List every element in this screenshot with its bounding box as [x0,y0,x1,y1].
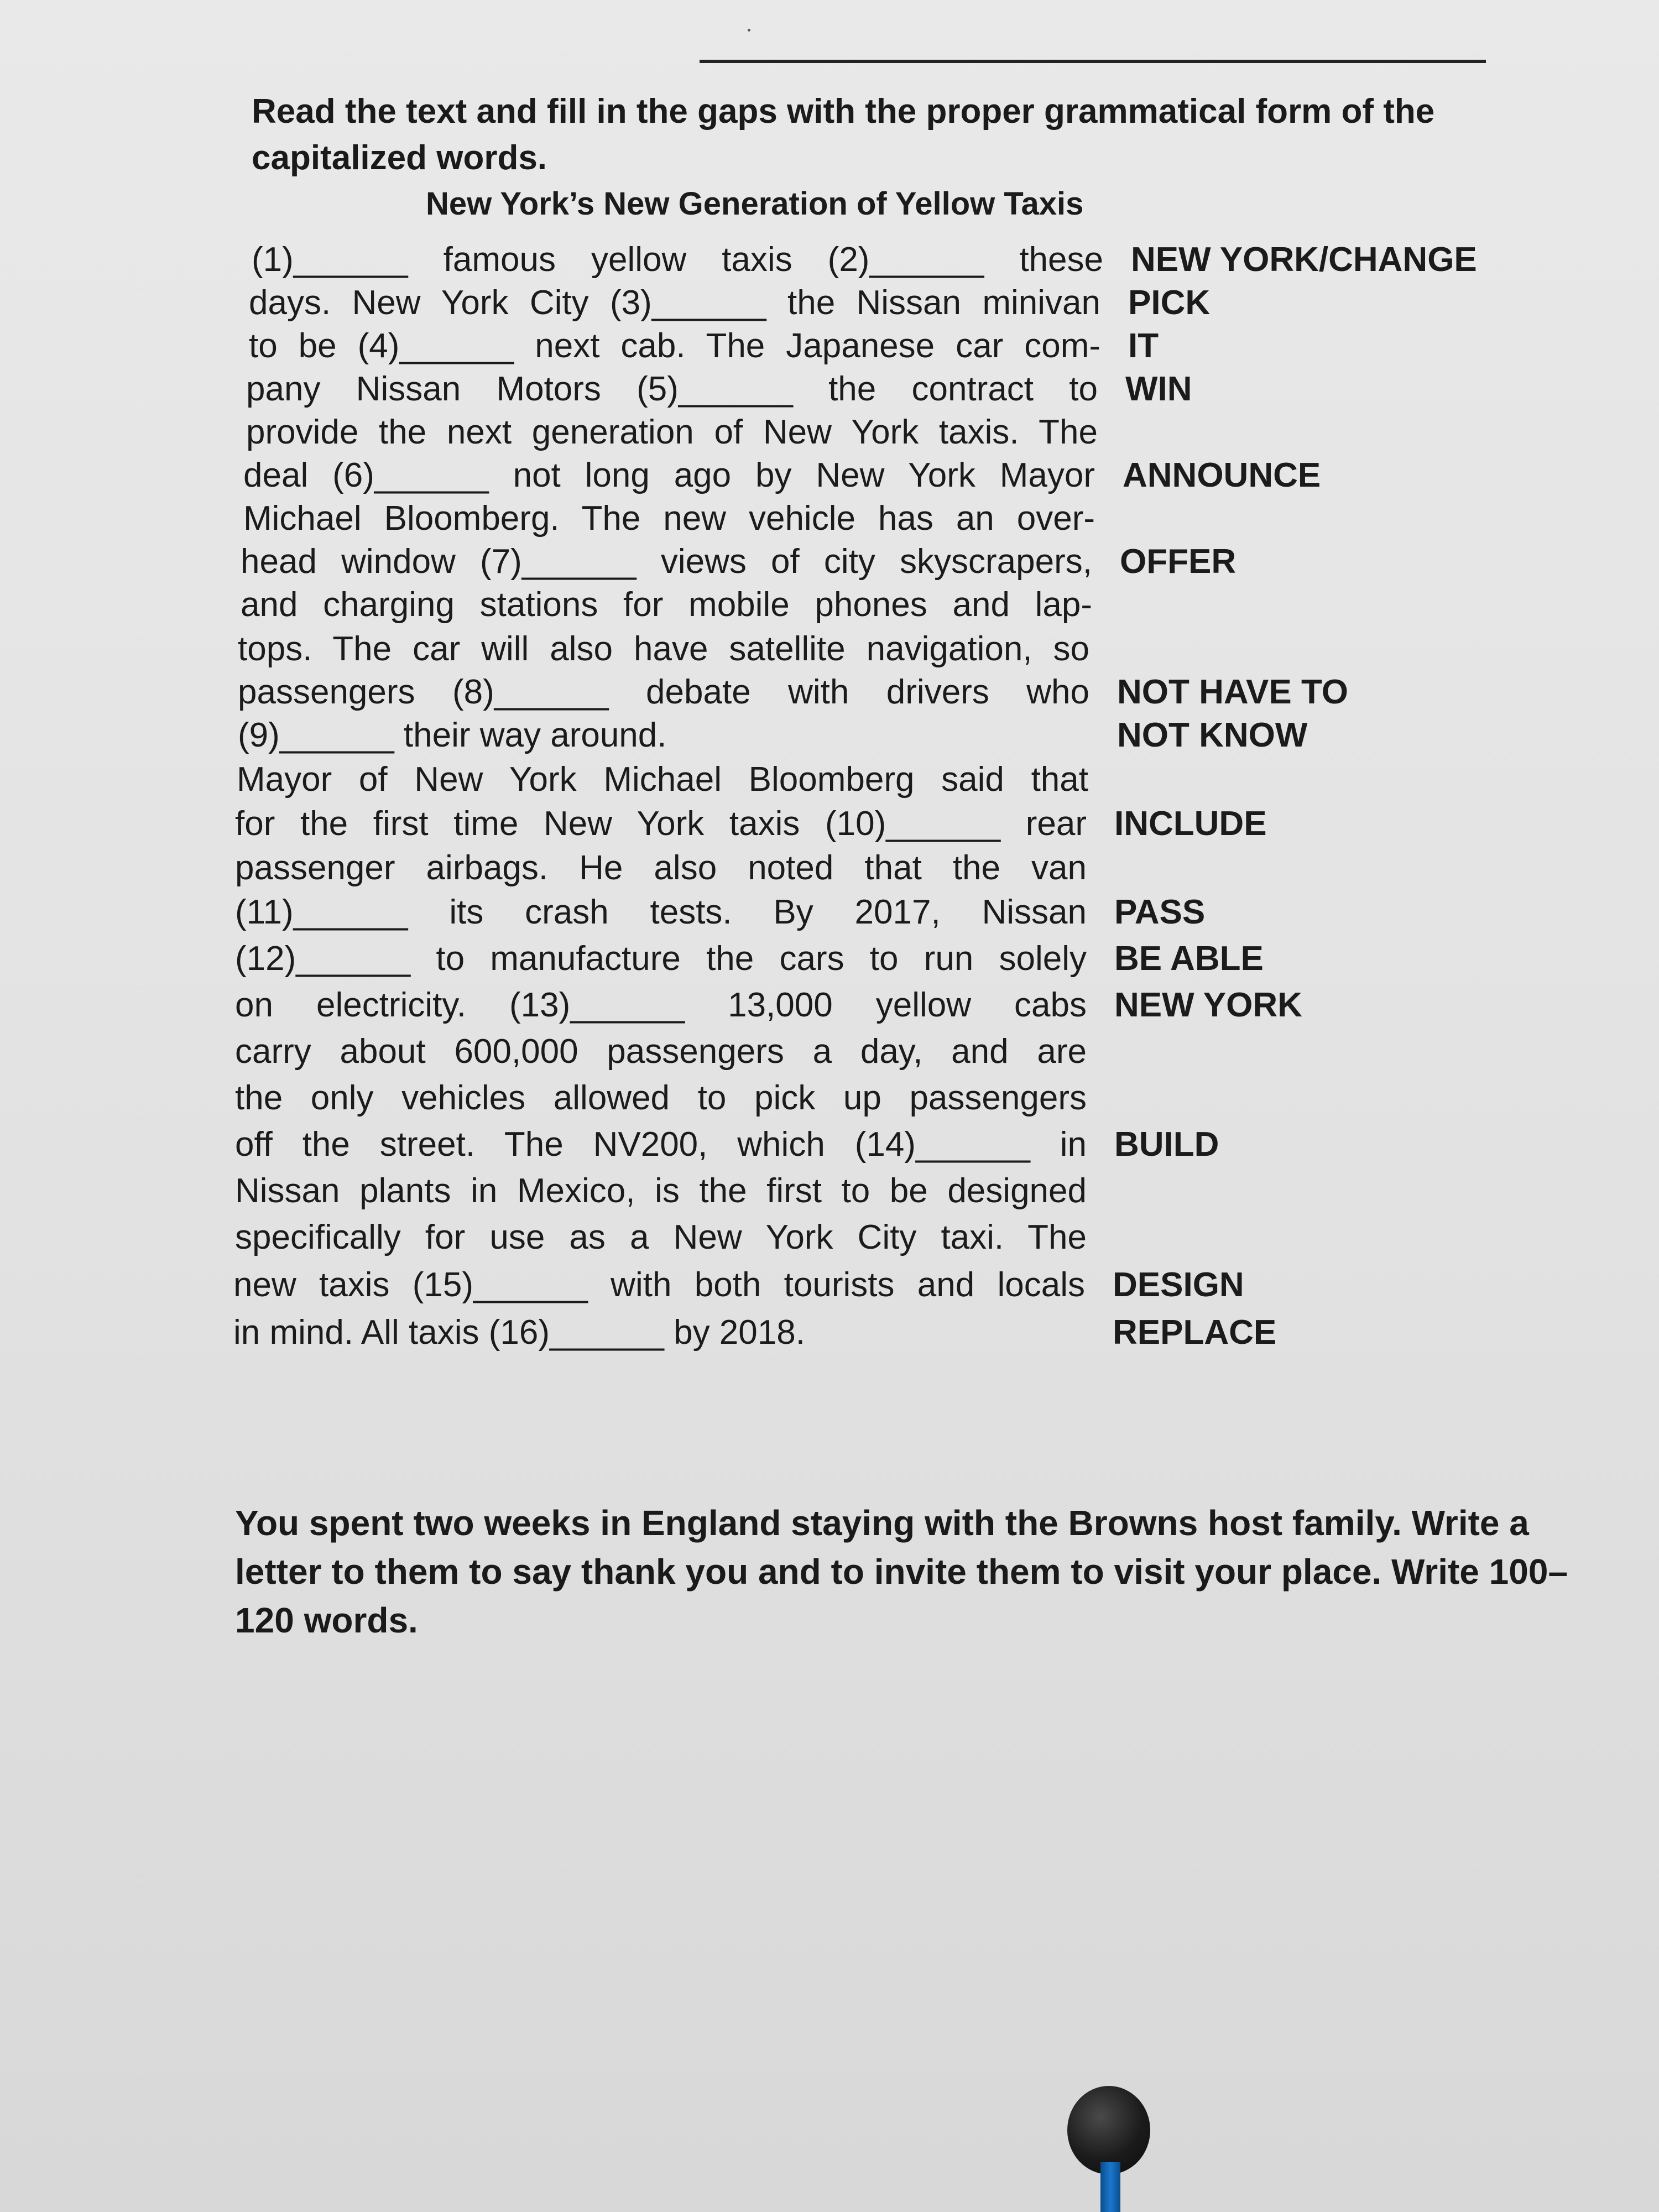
text-line [235,802,1267,846]
line-text: head window (7)______ views of city skyscrapers, [241,542,1092,581]
line-text: for the first time New York taxis (10)______ rear [235,805,1087,843]
text-line [233,1263,1244,1307]
text-line [241,540,1237,584]
text-line [246,367,1192,411]
line-text: (11)______ its crash tests. By 2017, Nissan [235,893,1087,931]
line-text: new taxis (15)______ with both tourists and locals [233,1266,1085,1304]
capitalized-keyword: DESIGN [1113,1266,1244,1304]
text-title: New York’s New Generation of Yellow Taxis [426,186,1084,222]
text-line [233,1311,1277,1355]
line-text: passengers (8)______ debate with drivers who [238,673,1089,711]
line-text: passenger airbags. He also noted that the van [235,849,1087,887]
text-line [238,627,1089,671]
line-text: on electricity. (13)______ 13,000 yellow cabs [235,986,1087,1024]
writing-task: You spent two weeks in England staying with the Browns host family. Write a letter to them to say thank you and to invite them to visit your place. Write 100–120 words. [235,1503,1568,1640]
capitalized-keyword: BUILD [1114,1125,1219,1164]
capitalized-keyword: NEW YORK [1114,986,1302,1024]
capitalized-keyword: ANNOUNCE [1123,456,1321,494]
pen-body [1100,2162,1120,2212]
line-text: days. New York City (3)______ the Nissan minivan [249,284,1100,322]
text-line [249,281,1211,325]
capitalized-keyword: NOT HAVE TO [1117,673,1348,711]
text-line [237,758,1088,802]
line-text: specifically for use as a New York City taxi. The [235,1218,1087,1256]
capitalized-keyword: NOT KNOW [1117,716,1308,754]
line-text: (1)______ famous yellow taxis (2)______ these [252,241,1103,279]
text-line [241,583,1092,627]
line-text: (12)______ to manufacture the cars to run solely [235,940,1087,978]
text-line [235,983,1302,1027]
top-rule [700,60,1486,63]
capitalized-keyword: REPLACE [1113,1313,1277,1352]
text-line [238,670,1348,714]
line-text: Mayor of New York Michael Bloomberg said that [237,760,1088,799]
line-text: carry about 600,000 passengers a day, and are [235,1032,1087,1071]
text-line [235,1123,1219,1167]
text-line [238,713,1308,758]
text-line [246,410,1098,455]
capitalized-keyword: PICK [1128,284,1211,322]
capitalized-keyword: INCLUDE [1114,805,1267,843]
line-text: tops. The car will also have satellite navigation, so [238,630,1089,668]
text-line [249,324,1159,368]
text-line [235,890,1206,935]
line-text: pany Nissan Motors (5)______ the contract to [246,370,1098,408]
exercise-instruction: Read the text and fill in the gaps with the proper grammatical form of the capitalized words. [252,92,1435,177]
line-text: provide the next generation of New York taxis. The [246,413,1098,451]
capitalized-keyword: WIN [1125,370,1192,408]
capitalized-keyword: BE ABLE [1114,940,1264,978]
line-text: Nissan plants in Mexico, is the first to be designed [235,1172,1087,1210]
text-line [235,1169,1087,1213]
text-line [235,1215,1087,1260]
line-text: Michael Bloomberg. The new vehicle has an over- [243,499,1095,538]
line-text: and charging stations for mobile phones and lap- [241,586,1092,624]
text-line [235,846,1087,890]
line-text: the only vehicles allowed to pick up passengers [235,1079,1087,1117]
line-text: deal (6)______ not long ago by New York Mayor [243,456,1095,494]
text-line [252,238,1477,282]
pen-cap [1067,2086,1150,2174]
line-text: off the street. The NV200, which (14)______ in [235,1125,1087,1164]
text-line [243,453,1321,498]
text-line [235,1076,1087,1120]
paper-speck [748,29,750,32]
text-line [243,497,1095,541]
capitalized-keyword: PASS [1114,893,1206,931]
capitalized-keyword: OFFER [1120,542,1237,581]
text-line [235,1030,1087,1074]
capitalized-keyword: IT [1128,327,1159,365]
line-text: in mind. All taxis (16)______ by 2018. [233,1313,805,1352]
line-text: to be (4)______ next cab. The Japanese car com- [249,327,1100,365]
capitalized-keyword: NEW YORK/CHANGE [1131,241,1477,279]
text-line [235,937,1264,981]
line-text: (9)______ their way around. [238,716,667,754]
